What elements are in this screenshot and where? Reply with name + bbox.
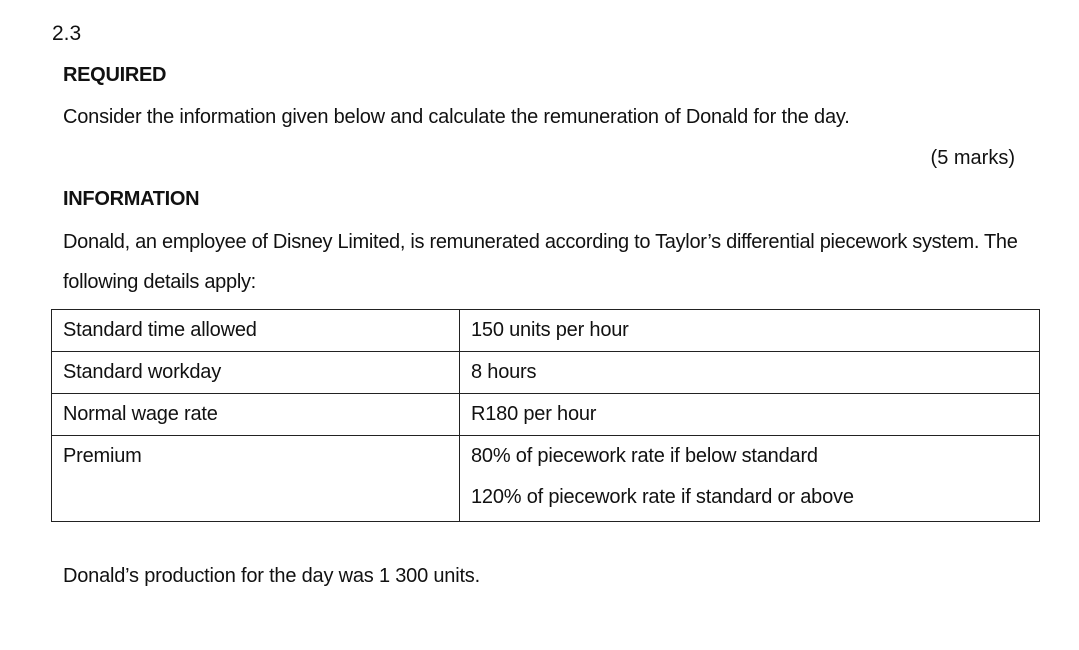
information-paragraph-line-2: following details apply: [63, 271, 256, 293]
premium-standard-or-above: 120% of piecework rate if standard or above [471, 486, 854, 508]
row-value: 150 units per hour [460, 310, 1040, 352]
instruction-text: Consider the information given below and calculate the remuneration of Donald for the day. [63, 106, 850, 128]
marks-label: (5 marks) [930, 147, 1015, 169]
required-heading: REQUIRED [63, 64, 167, 86]
table-row [52, 352, 1040, 394]
row-value: 8 hours [460, 352, 1040, 394]
question-number: 2.3 [52, 22, 82, 45]
table-row [52, 310, 1040, 352]
row-value [460, 436, 1040, 522]
information-heading: INFORMATION [63, 188, 200, 210]
row-label: Standard workday [52, 352, 460, 394]
row-label: Standard time allowed [52, 310, 460, 352]
row-label: Normal wage rate [52, 394, 460, 436]
premium-below-standard: 80% of piecework rate if below standard [471, 445, 818, 467]
table-row [52, 394, 1040, 436]
row-label: Premium [52, 436, 460, 522]
row-value: R180 per hour [460, 394, 1040, 436]
information-paragraph-line-1: Donald, an employee of Disney Limited, is remunerated according to Taylor’s differential piecework system. The [63, 231, 1018, 253]
table-row [52, 436, 1040, 522]
details-table [51, 309, 1040, 522]
production-statement: Donald’s production for the day was 1 300 units. [63, 565, 480, 587]
